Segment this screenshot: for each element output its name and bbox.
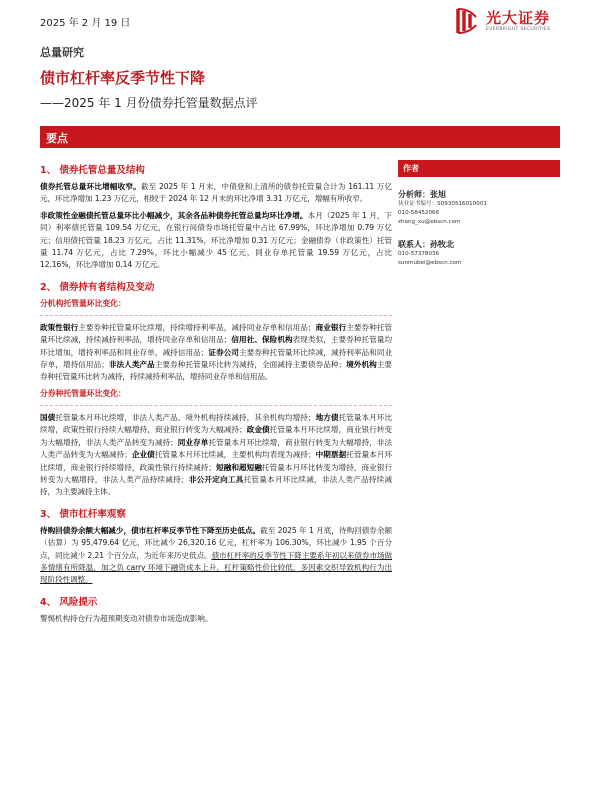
contact-label: 联系人： <box>398 240 430 249</box>
summary-bar-label: 要点 <box>46 132 68 145</box>
report-title: 债市杠杆率反季节性下降 <box>40 69 206 87</box>
leverage-paragraph: 待购回债券余额大幅减少，债市杠杆率反季节性下降至历史低点。截至 2025 年 1 月底，待购回债券余额（估算）为 95,479.64 亿元，环比减少 26,320.16 亿元，杠杆率为 106.30%，环比减少 1.95 个百分点，同比减少 2.21 个百分点，为近年来历史低点。债市杠杆率的反季节性下降主要系年初以来债券市场做多情绪有所降温，加之负 carry 环境下融资成本上升，杠杆策略性价比较低，多因素交织导致机构行为出现阶段性调整。 <box>40 525 392 585</box>
bond-type-subheading: 分券种托管量环比变化： <box>40 388 126 398</box>
contact-email[interactable]: sunmubei@ebscn.com <box>398 260 462 266</box>
contact-phone: 010-57378036 <box>398 251 440 257</box>
brand-logo <box>455 4 585 38</box>
section-1-heading: 1、 债券托管总量及结构 <box>40 165 145 176</box>
analyst-phone: 010-58452066 <box>398 210 440 216</box>
analyst-email[interactable]: zhang_xu@ebscn.com <box>398 219 461 225</box>
author-sidebar <box>398 160 560 268</box>
analyst-label: 分析师： <box>398 190 430 199</box>
section-2-heading: 2、 债券持有者结构及变动 <box>40 281 155 293</box>
section-1-paragraph-1: 债券托管总量环比增幅收窄。截至 2025 年 1 月末，中债登和上清所的债券托管量合计为 161.11 万亿元，环比净增加 1.23 万亿元，相较于 2024 年 12 月末的环比净增 3.31 万亿元，增幅有所收窄。 <box>40 182 392 204</box>
report-subtitle: ——2025 年 1 月份债券托管量数据点评 <box>40 96 258 110</box>
dashed-divider <box>40 405 392 406</box>
main-content <box>40 154 392 629</box>
institution-subheading: 分机构托管量环比变化： <box>40 298 126 308</box>
analyst-block <box>398 189 560 227</box>
analyst-cert: 执业证书编号：S0930516010001 <box>398 201 487 207</box>
report-category: 总量研究 <box>40 46 84 59</box>
author-tag: 作者 <box>398 160 560 177</box>
contact-name: 孙牧北 <box>430 240 454 249</box>
report-date: 2025 年 2 月 19 日 <box>40 18 131 29</box>
logo-english: EVERBRIGHT SECURITIES <box>486 26 551 32</box>
logo-chinese: 光大证券 <box>486 8 551 27</box>
everbright-logo-icon <box>455 7 481 35</box>
institution-paragraph: 政策性银行主要券种托管量环比续增，持续增持利率品，减持同业存单和信用品；商业银行主要券种托管量环比续减，持续减持利率品，增持同业存单和信用品；信用社、保险机构表现类似，主要券种托管量均环比增加，增持利率品和同业存单，减持信用品；证券公司主要券种托管量环比续减，减持利率品和同业存单，增持信用品；非法人类产品主要券种托管量环比转为减持，全面减持主要债券品种；境外机构主要券种托管量环比转为减持，持续减持利率品，增持同业存单和信用品。 <box>40 322 393 382</box>
section-1-paragraph-2: 非政策性金融债托管总量环比小幅减少，其余各品种债券托管总量均环比净增。本月（2025 年 1 月，下同）利率债托管量 109.54 万亿元，在银行间债券市场托管量中占比 67.99%，环比净增加 0.79 万亿元；信用债托管量 18.23 万亿元，占比 11.31%，环比净增加 0.31 万亿元；金融债券（非政策性）托管量 11.74 万亿元，占比 7.29%，环比小幅减少 45 亿元，同业存单托管量 19.59 万亿元，占比 12.16%，环比净增加 0.14 万亿元。 <box>40 210 392 270</box>
section-3-heading: 3、 债市杠杆率观察 <box>40 508 126 520</box>
section-4-heading: 4、 风险提示 <box>40 596 98 608</box>
dashed-divider <box>40 315 392 316</box>
bond-type-paragraph: 国债托管量本月环比续增，非法人类产品、境外机构持续减持，其余机构均增持；地方债托管量本月环比续增，政策性银行持续大幅增持，商业银行转变为大幅减持；政金债托管量本月环比续增，商业银行转变为大幅增持，非法人类产品转变为减持；同业存单托管量本月环比续增，商业银行转变为大幅增持，非法人类产品转变为大幅减持；企业债托管量本月环比续减，主要机构均表现为减持；中期票据托管量本月环比续增，商业银行持续增持，政策性银行持续减持；短融和超短融托管量本月环比转变为增持，商业银行转变为大幅增持，非法人类产品持续减持；非公开定向工具托管量本月环比续减，非法人类产品持续减持，为主要减持主体。 <box>40 412 392 497</box>
risk-paragraph: 警惕机构持仓行为超预期变动对债券市场造成影响。 <box>40 613 213 623</box>
summary-bar <box>40 126 560 148</box>
analyst-name: 张旭 <box>430 190 446 199</box>
contact-block <box>398 239 560 268</box>
author-divider <box>398 176 560 177</box>
